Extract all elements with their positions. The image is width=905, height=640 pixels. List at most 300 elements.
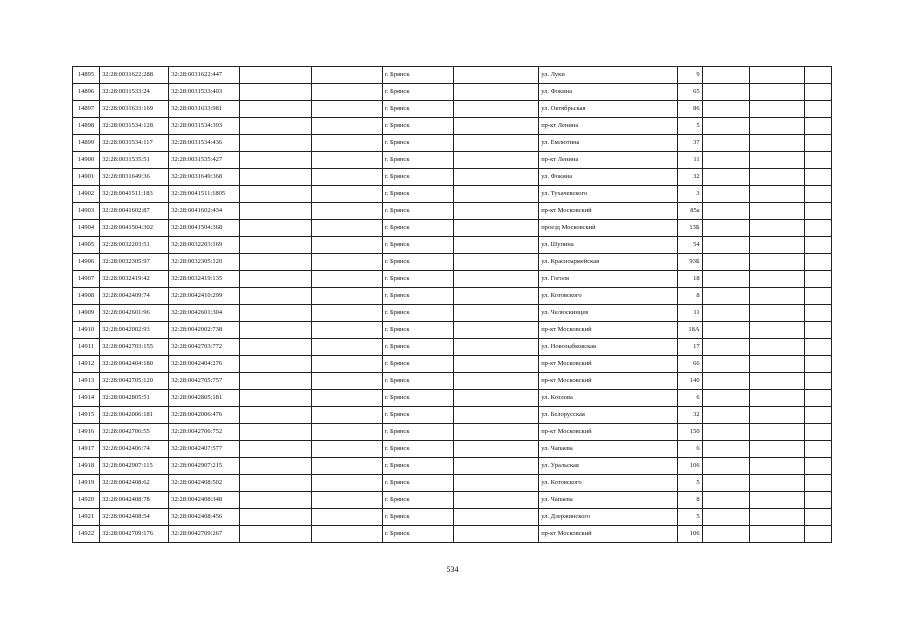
empty-cell [702,424,749,441]
empty-cell [804,305,831,322]
table-row [73,135,832,152]
empty-cell [749,186,804,203]
house-number-cell: 11 [677,152,702,169]
row-number-cell: 14913 [73,373,100,390]
cadastral-number-cell: 32:28:0042002:93 [100,322,169,339]
empty-cell [311,67,382,84]
row-number-cell: 14899 [73,135,100,152]
city-cell: г. Брянск [382,322,453,339]
house-number-cell: 3 [677,186,702,203]
object-cadastral-number-cell: 32:28:0042703:772 [169,339,240,356]
row-number-cell: 14905 [73,237,100,254]
empty-cell [453,220,538,237]
cadastral-number-cell: 32:28:0031534:117 [100,135,169,152]
street-cell: пр-кт Московский [539,526,677,543]
empty-cell [749,305,804,322]
house-number-cell: 86 [677,101,702,118]
empty-cell [311,492,382,509]
empty-cell [311,441,382,458]
city-cell: г. Брянск [382,441,453,458]
empty-cell [702,322,749,339]
empty-cell [804,458,831,475]
row-number-cell: 14922 [73,526,100,543]
table-row [73,186,832,203]
empty-cell [804,203,831,220]
empty-cell [749,407,804,424]
row-number-cell: 14919 [73,475,100,492]
object-cadastral-number-cell: 32:28:0042404:276 [169,356,240,373]
row-number-cell: 14898 [73,118,100,135]
empty-cell [240,322,311,339]
page-number: 534 [446,565,459,574]
house-number-cell: 6 [677,390,702,407]
object-cadastral-number-cell: 32:28:0042601:304 [169,305,240,322]
empty-cell [311,458,382,475]
object-cadastral-number-cell: 32:28:0042805:181 [169,390,240,407]
street-cell: ул. Шупина [539,237,677,254]
cadastral-number-cell: 32:28:0042706:55 [100,424,169,441]
empty-cell [453,169,538,186]
object-cadastral-number-cell: 32:28:0031535:427 [169,152,240,169]
house-number-cell: 140 [677,373,702,390]
empty-cell [240,441,311,458]
empty-cell [702,475,749,492]
table-row [73,339,832,356]
empty-cell [311,220,382,237]
house-number-cell: 17 [677,339,702,356]
house-number-cell: 9 [677,67,702,84]
empty-cell [702,509,749,526]
empty-cell [749,203,804,220]
empty-cell [453,67,538,84]
house-number-cell: 37 [677,135,702,152]
empty-cell [702,356,749,373]
empty-cell [240,186,311,203]
city-cell: г. Брянск [382,526,453,543]
street-cell: ул. Фокина [539,84,677,101]
city-cell: г. Брянск [382,305,453,322]
empty-cell [240,526,311,543]
empty-cell [311,373,382,390]
house-number-cell: 6 [677,441,702,458]
empty-cell [240,424,311,441]
street-cell: ул. Челюскинцев [539,305,677,322]
street-cell: ул. Емлютина [539,135,677,152]
city-cell: г. Брянск [382,424,453,441]
empty-cell [749,254,804,271]
empty-cell [702,288,749,305]
street-cell: пр-кт Ленина [539,118,677,135]
cadastral-number-cell: 32:28:0032203:51 [100,237,169,254]
empty-cell [749,322,804,339]
empty-cell [240,220,311,237]
object-cadastral-number-cell: 32:28:0031534:436 [169,135,240,152]
street-cell: пр-кт Московский [539,373,677,390]
empty-cell [240,373,311,390]
row-number-cell: 14915 [73,407,100,424]
street-cell: ул. Новозыбковская [539,339,677,356]
empty-cell [240,305,311,322]
empty-cell [749,67,804,84]
street-cell: ул. Дзержинского [539,509,677,526]
city-cell: г. Брянск [382,135,453,152]
city-cell: г. Брянск [382,169,453,186]
table-row [73,373,832,390]
house-number-cell: 32 [677,407,702,424]
city-cell: г. Брянск [382,407,453,424]
empty-cell [240,101,311,118]
row-number-cell: 14920 [73,492,100,509]
empty-cell [804,475,831,492]
house-number-cell: 13Б [677,220,702,237]
empty-cell [311,254,382,271]
street-cell: пр-кт Московский [539,424,677,441]
row-number-cell: 14918 [73,458,100,475]
empty-cell [311,135,382,152]
object-cadastral-number-cell: 32:28:0041511:1805 [169,186,240,203]
house-number-cell: 5 [677,509,702,526]
empty-cell [240,475,311,492]
empty-cell [749,237,804,254]
object-cadastral-number-cell: 32:28:0042408:502 [169,475,240,492]
empty-cell [240,67,311,84]
table-row [73,526,832,543]
empty-cell [804,356,831,373]
object-cadastral-number-cell: 32:28:0031622:447 [169,67,240,84]
object-cadastral-number-cell: 32:28:0042006:476 [169,407,240,424]
table-row [73,288,832,305]
city-cell: г. Брянск [382,492,453,509]
house-number-cell: 11 [677,305,702,322]
cadastral-number-cell: 32:28:0031533:24 [100,84,169,101]
empty-cell [240,169,311,186]
row-number-cell: 14895 [73,67,100,84]
empty-cell [804,492,831,509]
cadastral-number-cell: 32:28:0041504:302 [100,220,169,237]
empty-cell [240,492,311,509]
table-row [73,254,832,271]
row-number-cell: 14897 [73,101,100,118]
table-row [73,169,832,186]
empty-cell [240,203,311,220]
empty-cell [311,84,382,101]
empty-cell [311,322,382,339]
empty-cell [453,271,538,288]
table-row [73,492,832,509]
empty-cell [240,254,311,271]
street-cell: ул. Луки [539,67,677,84]
city-cell: г. Брянск [382,390,453,407]
object-cadastral-number-cell: 32:28:0042407:577 [169,441,240,458]
house-number-cell: 8 [677,288,702,305]
empty-cell [702,526,749,543]
object-cadastral-number-cell: 32:28:0042408:456 [169,509,240,526]
empty-cell [804,101,831,118]
table-row [73,67,832,84]
table-row [73,271,832,288]
empty-cell [749,526,804,543]
row-number-cell: 14914 [73,390,100,407]
object-cadastral-number-cell: 32:28:0031633:981 [169,101,240,118]
cadastral-number-cell: 32:28:0042006:181 [100,407,169,424]
empty-cell [453,475,538,492]
empty-cell [453,373,538,390]
street-cell: пр-кт Московский [539,203,677,220]
cadastral-number-cell: 32:28:0042408:54 [100,509,169,526]
cadastral-number-cell: 32:28:0042409:74 [100,288,169,305]
empty-cell [702,101,749,118]
empty-cell [311,509,382,526]
empty-cell [749,390,804,407]
object-cadastral-number-cell: 32:28:0032419:135 [169,271,240,288]
empty-cell [804,118,831,135]
object-cadastral-number-cell: 32:28:0042705:757 [169,373,240,390]
empty-cell [453,424,538,441]
table-row [73,458,832,475]
row-number-cell: 14903 [73,203,100,220]
table-row [73,101,832,118]
cadastral-number-cell: 32:28:0031649:36 [100,169,169,186]
cadastral-number-cell: 32:28:0042406:74 [100,441,169,458]
empty-cell [453,186,538,203]
city-cell: г. Брянск [382,254,453,271]
row-number-cell: 14904 [73,220,100,237]
cadastral-number-cell: 32:28:0042601:96 [100,305,169,322]
empty-cell [311,339,382,356]
city-cell: г. Брянск [382,271,453,288]
row-number-cell: 14916 [73,424,100,441]
table-row [73,509,832,526]
table-row [73,424,832,441]
empty-cell [749,356,804,373]
table-row [73,390,832,407]
empty-cell [804,237,831,254]
table-row [73,441,832,458]
registry-table [72,66,832,543]
empty-cell [453,322,538,339]
cadastral-number-cell: 32:28:0031534:128 [100,118,169,135]
empty-cell [702,254,749,271]
empty-cell [702,169,749,186]
row-number-cell: 14902 [73,186,100,203]
empty-cell [453,390,538,407]
empty-cell [453,441,538,458]
empty-cell [749,288,804,305]
object-cadastral-number-cell: 32:28:0031534:393 [169,118,240,135]
street-cell: ул. Чапаева [539,492,677,509]
empty-cell [311,288,382,305]
empty-cell [804,135,831,152]
city-cell: г. Брянск [382,118,453,135]
empty-cell [311,305,382,322]
city-cell: г. Брянск [382,67,453,84]
empty-cell [311,424,382,441]
cadastral-number-cell: 32:28:0042805:51 [100,390,169,407]
city-cell: г. Брянск [382,509,453,526]
empty-cell [453,84,538,101]
empty-cell [804,373,831,390]
city-cell: г. Брянск [382,475,453,492]
empty-cell [749,475,804,492]
empty-cell [702,237,749,254]
cadastral-number-cell: 32:28:0042705:120 [100,373,169,390]
empty-cell [702,67,749,84]
table-row [73,203,832,220]
empty-cell [240,118,311,135]
cadastral-number-cell: 32:28:0042703:155 [100,339,169,356]
empty-cell [311,186,382,203]
empty-cell [749,271,804,288]
empty-cell [749,118,804,135]
empty-cell [240,356,311,373]
empty-cell [453,305,538,322]
table-row [73,407,832,424]
city-cell: г. Брянск [382,237,453,254]
city-cell: г. Брянск [382,84,453,101]
house-number-cell: 5 [677,475,702,492]
cadastral-number-cell: 32:28:0042408:78 [100,492,169,509]
empty-cell [311,356,382,373]
table-row [73,237,832,254]
empty-cell [749,152,804,169]
empty-cell [702,203,749,220]
house-number-cell: 54 [677,237,702,254]
row-number-cell: 14907 [73,271,100,288]
empty-cell [749,84,804,101]
house-number-cell: 32 [677,169,702,186]
empty-cell [804,254,831,271]
row-number-cell: 14910 [73,322,100,339]
empty-cell [702,373,749,390]
street-cell: ул. Красноармейская [539,254,677,271]
table-row [73,118,832,135]
empty-cell [702,220,749,237]
empty-cell [453,101,538,118]
empty-cell [240,152,311,169]
street-cell: ул. Тухачевского [539,186,677,203]
row-number-cell: 14906 [73,254,100,271]
street-cell: ул. Котовского [539,475,677,492]
empty-cell [453,526,538,543]
street-cell: ул. Козлова [539,390,677,407]
empty-cell [804,526,831,543]
empty-cell [702,152,749,169]
empty-cell [311,203,382,220]
table-row [73,152,832,169]
empty-cell [804,509,831,526]
empty-cell [749,373,804,390]
table-row [73,220,832,237]
empty-cell [749,101,804,118]
cadastral-number-cell: 32:28:0031622:288 [100,67,169,84]
object-cadastral-number-cell: 32:28:0042410:299 [169,288,240,305]
empty-cell [702,118,749,135]
empty-cell [804,169,831,186]
empty-cell [749,135,804,152]
cadastral-number-cell: 32:28:0042408:62 [100,475,169,492]
city-cell: г. Брянск [382,220,453,237]
empty-cell [749,169,804,186]
empty-cell [804,288,831,305]
object-cadastral-number-cell: 32:28:0031533:403 [169,84,240,101]
empty-cell [453,203,538,220]
street-cell: пр-кт Ленина [539,152,677,169]
street-cell: проезд Московский [539,220,677,237]
empty-cell [749,220,804,237]
empty-cell [453,356,538,373]
street-cell: ул. Уральская [539,458,677,475]
empty-cell [240,237,311,254]
cadastral-number-cell: 32:28:0042907:115 [100,458,169,475]
row-number-cell: 14912 [73,356,100,373]
street-cell: ул. Белорусская [539,407,677,424]
empty-cell [311,475,382,492]
empty-cell [702,186,749,203]
empty-cell [453,152,538,169]
city-cell: г. Брянск [382,203,453,220]
cadastral-number-cell: 32:28:0032419:42 [100,271,169,288]
empty-cell [702,339,749,356]
row-number-cell: 14900 [73,152,100,169]
cadastral-number-cell: 32:28:0042404:180 [100,356,169,373]
city-cell: г. Брянск [382,373,453,390]
city-cell: г. Брянск [382,288,453,305]
empty-cell [702,305,749,322]
empty-cell [749,492,804,509]
table-row [73,322,832,339]
object-cadastral-number-cell: 32:28:0042907:215 [169,458,240,475]
empty-cell [804,322,831,339]
row-number-cell: 14896 [73,84,100,101]
empty-cell [240,84,311,101]
empty-cell [240,271,311,288]
empty-cell [453,288,538,305]
empty-cell [453,458,538,475]
street-cell: пр-кт Московский [539,356,677,373]
empty-cell [240,288,311,305]
empty-cell [804,220,831,237]
empty-cell [453,407,538,424]
object-cadastral-number-cell: 32:28:0031649:368 [169,169,240,186]
house-number-cell: 18 [677,271,702,288]
empty-cell [311,118,382,135]
house-number-cell: 150 [677,424,702,441]
cadastral-number-cell: 32:28:0032305:97 [100,254,169,271]
empty-cell [702,458,749,475]
cadastral-number-cell: 32:28:0031535:51 [100,152,169,169]
empty-cell [749,458,804,475]
object-cadastral-number-cell: 32:28:0041504:368 [169,220,240,237]
cadastral-number-cell: 32:28:0031633:169 [100,101,169,118]
empty-cell [749,339,804,356]
street-cell: ул. Чапаева [539,441,677,458]
empty-cell [453,237,538,254]
empty-cell [311,407,382,424]
object-cadastral-number-cell: 32:28:0041602:434 [169,203,240,220]
row-number-cell: 14921 [73,509,100,526]
house-number-cell: 18А [677,322,702,339]
empty-cell [240,458,311,475]
empty-cell [453,339,538,356]
row-number-cell: 14901 [73,169,100,186]
house-number-cell: 66 [677,356,702,373]
table-row [73,84,832,101]
city-cell: г. Брянск [382,186,453,203]
empty-cell [804,441,831,458]
registry-table-body [73,67,832,543]
empty-cell [453,135,538,152]
cadastral-number-cell: 32:28:0041511:183 [100,186,169,203]
